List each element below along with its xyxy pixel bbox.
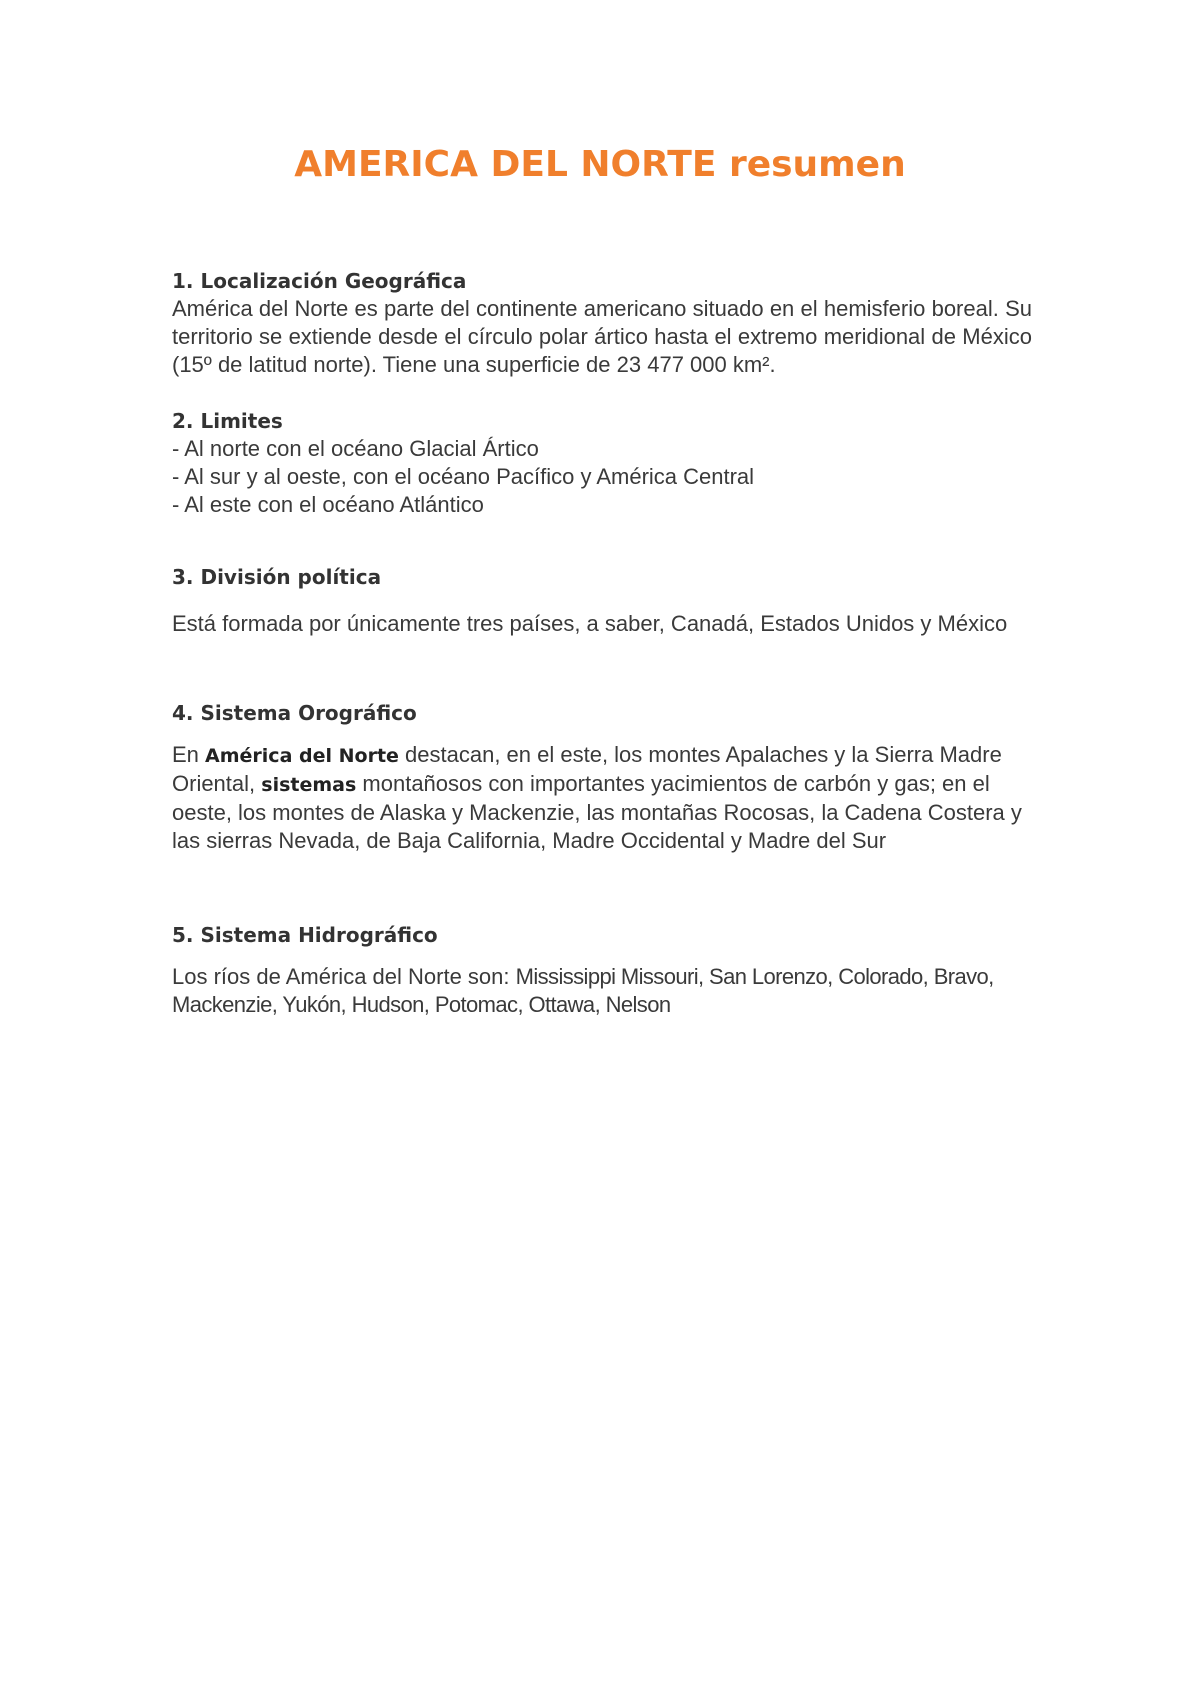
section-division-politica xyxy=(172,563,1032,639)
section-heading: 3. División política xyxy=(172,565,382,589)
rivers-list: Mississippi Missouri, San Lorenzo, Colorado, Bravo, Mackenzie, Yukón, Hudson, Potomac, Ottawa, Nelson xyxy=(172,964,994,1017)
list-item: - Al este con el océano Atlántico xyxy=(172,492,484,517)
document-body xyxy=(172,267,1032,1019)
section-heading: 2. Limites xyxy=(172,409,283,433)
bold-text: sistemas xyxy=(261,774,357,796)
paragraph-text: En xyxy=(172,742,206,767)
section-heading: 4. Sistema Orográfico xyxy=(172,701,417,725)
section-paragraph xyxy=(172,741,1032,855)
document-title: AMERICA DEL NORTE resumen xyxy=(294,144,906,185)
paragraph-text: Los ríos de América del Norte son: xyxy=(172,964,516,989)
bold-text: América del Norte xyxy=(205,745,399,767)
section-paragraph: América del Norte es parte del continente americano situado en el hemisferio boreal. Su territorio se extiende desde el círculo polar ártico hasta el extremo meridional de México (15º de latitud norte). Tiene una superficie de 23 477 000 km². xyxy=(172,296,1032,377)
limits-list xyxy=(172,435,1032,519)
list-item: - Al sur y al oeste, con el océano Pacífico y América Central xyxy=(172,464,755,489)
list-item: - Al norte con el océano Glacial Ártico xyxy=(172,436,539,461)
section-heading: 1. Localización Geográfica xyxy=(172,269,467,293)
section-sistema-hidrografico xyxy=(172,921,1032,1019)
section-sistema-orografico xyxy=(172,699,1032,855)
section-heading: 5. Sistema Hidrográfico xyxy=(172,923,438,947)
section-paragraph: Está formada por únicamente tres países, a saber, Canadá, Estados Unidos y México xyxy=(172,611,1008,636)
paragraph-text: montañosos con importantes yacimientos de carbón y gas; en el oeste, los montes de Alaska y Mackenzie, las montañas Rocosas, la Cadena Costera y las sierras Nevada, de Baja California, Madre Occidental y Madre del Sur xyxy=(172,771,1022,853)
section-limites xyxy=(172,407,1032,519)
section-paragraph xyxy=(172,963,1032,1019)
paragraph-text: destacan, en el este, los montes Apalaches y la Sierra Madre Oriental, xyxy=(172,742,1002,796)
section-localizacion xyxy=(172,267,1032,379)
